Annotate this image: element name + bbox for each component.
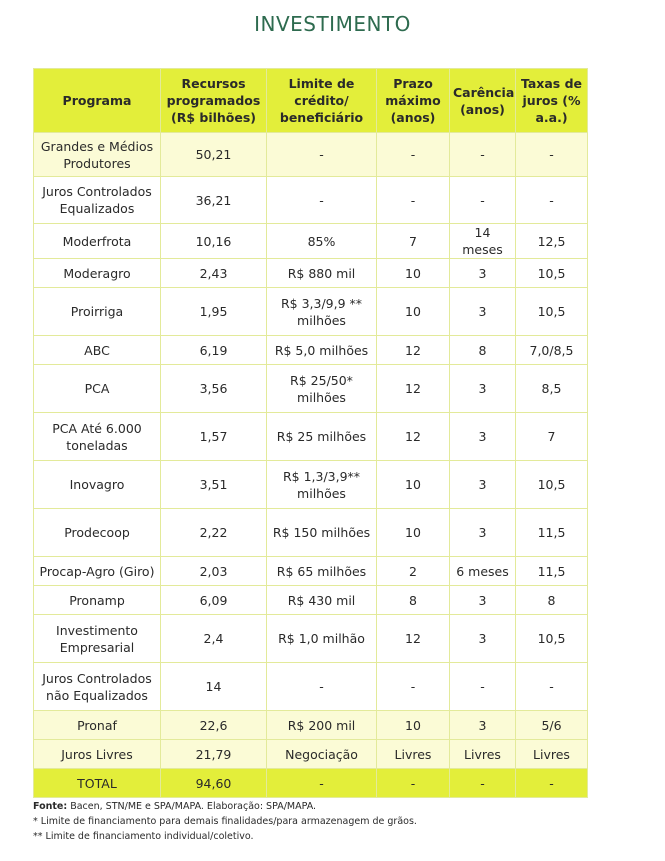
- table-row: [34, 509, 588, 557]
- cell-taxas: 12,5: [516, 224, 588, 259]
- cell-limite: R$ 65 milhões: [267, 557, 377, 586]
- cell-recursos: 3,51: [161, 461, 267, 509]
- cell-programa: Grandes e Médios Produtores: [34, 133, 161, 177]
- cell-recursos: 2,03: [161, 557, 267, 586]
- cell-programa: Inovagro: [34, 461, 161, 509]
- cell-taxas: Livres: [516, 740, 588, 769]
- cell-recursos: 2,4: [161, 615, 267, 663]
- cell-programa: Moderfrota: [34, 224, 161, 259]
- footnotes: [33, 799, 643, 844]
- cell-taxas: -: [516, 663, 588, 711]
- cell-prazo: 12: [377, 615, 450, 663]
- cell-prazo: 12: [377, 413, 450, 461]
- cell-prazo: 10: [377, 259, 450, 288]
- table-row: [34, 663, 588, 711]
- cell-programa: PCA: [34, 365, 161, 413]
- cell-carencia: 8: [450, 336, 516, 365]
- source-note: [33, 799, 643, 814]
- cell-programa: Procap-Agro (Giro): [34, 557, 161, 586]
- cell-limite: R$ 25 milhões: [267, 413, 377, 461]
- cell-limite: R$ 880 mil: [267, 259, 377, 288]
- table-row: [34, 259, 588, 288]
- cell-limite: R$ 5,0 milhões: [267, 336, 377, 365]
- cell-taxas: 5/6: [516, 711, 588, 740]
- cell-prazo: 10: [377, 288, 450, 336]
- cell-carencia: -: [450, 769, 516, 798]
- cell-recursos: 2,43: [161, 259, 267, 288]
- col-header-taxas: Taxas de juros (% a.a.): [516, 69, 588, 133]
- cell-limite: Negociação: [267, 740, 377, 769]
- cell-taxas: -: [516, 177, 588, 224]
- table-row: [34, 586, 588, 615]
- cell-limite: -: [267, 663, 377, 711]
- cell-programa: Moderagro: [34, 259, 161, 288]
- cell-carencia: 3: [450, 586, 516, 615]
- cell-prazo: -: [377, 133, 450, 177]
- table-row: [34, 365, 588, 413]
- cell-programa: ABC: [34, 336, 161, 365]
- source-text: Bacen, STN/ME e SPA/MAPA. Elaboração: SPA/MAPA.: [67, 801, 317, 812]
- cell-prazo: 8: [377, 586, 450, 615]
- cell-prazo: -: [377, 769, 450, 798]
- table-total-row: [34, 769, 588, 798]
- cell-prazo: 10: [377, 461, 450, 509]
- col-header-limite: Limite de crédito/ beneficiário: [267, 69, 377, 133]
- investment-table: [33, 68, 588, 798]
- cell-recursos: 6,19: [161, 336, 267, 365]
- cell-taxas: 11,5: [516, 509, 588, 557]
- cell-recursos: 10,16: [161, 224, 267, 259]
- cell-recursos: 21,79: [161, 740, 267, 769]
- cell-limite: R$ 1,3/3,9** milhões: [267, 461, 377, 509]
- cell-recursos: 1,57: [161, 413, 267, 461]
- table-row: [34, 224, 588, 259]
- cell-carencia: 14 meses: [450, 224, 516, 259]
- cell-prazo: 12: [377, 365, 450, 413]
- cell-prazo: -: [377, 177, 450, 224]
- table-row: [34, 740, 588, 769]
- cell-programa: Pronamp: [34, 586, 161, 615]
- cell-carencia: Livres: [450, 740, 516, 769]
- cell-limite: R$ 25/50* milhões: [267, 365, 377, 413]
- cell-taxas: 10,5: [516, 461, 588, 509]
- cell-recursos: 14: [161, 663, 267, 711]
- cell-limite: R$ 1,0 milhão: [267, 615, 377, 663]
- cell-prazo: -: [377, 663, 450, 711]
- cell-taxas: 8: [516, 586, 588, 615]
- cell-prazo: 10: [377, 509, 450, 557]
- cell-recursos: 50,21: [161, 133, 267, 177]
- cell-limite: -: [267, 769, 377, 798]
- cell-carencia: 3: [450, 288, 516, 336]
- source-label: Fonte:: [33, 801, 68, 812]
- cell-taxas: 11,5: [516, 557, 588, 586]
- cell-limite: R$ 430 mil: [267, 586, 377, 615]
- cell-carencia: 3: [450, 711, 516, 740]
- cell-recursos: 6,09: [161, 586, 267, 615]
- cell-programa: Juros Controlados não Equalizados: [34, 663, 161, 711]
- table-row: [34, 177, 588, 224]
- cell-carencia: -: [450, 663, 516, 711]
- cell-carencia: -: [450, 177, 516, 224]
- table-row: [34, 133, 588, 177]
- table-row: [34, 711, 588, 740]
- cell-programa: Proirriga: [34, 288, 161, 336]
- cell-carencia: 3: [450, 461, 516, 509]
- cell-prazo: 12: [377, 336, 450, 365]
- table-row: [34, 413, 588, 461]
- table-header-row: [34, 69, 588, 133]
- cell-taxas: 7: [516, 413, 588, 461]
- cell-carencia: 3: [450, 365, 516, 413]
- table-row: [34, 336, 588, 365]
- cell-prazo: Livres: [377, 740, 450, 769]
- cell-recursos: 1,95: [161, 288, 267, 336]
- cell-taxas: 10,5: [516, 615, 588, 663]
- cell-limite: 85%: [267, 224, 377, 259]
- footnote-double-asterisk: ** Limite de financiamento individual/coletivo.: [33, 831, 254, 842]
- col-header-prazo: Prazo máximo (anos): [377, 69, 450, 133]
- col-header-carencia: Carência (anos): [450, 69, 516, 133]
- cell-limite: -: [267, 133, 377, 177]
- cell-taxas: 10,5: [516, 259, 588, 288]
- table-row: [34, 615, 588, 663]
- cell-limite: R$ 200 mil: [267, 711, 377, 740]
- cell-carencia: 3: [450, 615, 516, 663]
- cell-recursos: 22,6: [161, 711, 267, 740]
- table-row: [34, 288, 588, 336]
- cell-recursos: 3,56: [161, 365, 267, 413]
- col-header-recursos: Recursos programados (R$ bilhões): [161, 69, 267, 133]
- cell-carencia: 3: [450, 259, 516, 288]
- cell-programa: Juros Livres: [34, 740, 161, 769]
- cell-limite: R$ 150 milhões: [267, 509, 377, 557]
- table-row: [34, 461, 588, 509]
- cell-carencia: 6 meses: [450, 557, 516, 586]
- cell-limite: R$ 3,3/9,9 ** milhões: [267, 288, 377, 336]
- cell-programa: Investimento Empresarial: [34, 615, 161, 663]
- cell-recursos: 2,22: [161, 509, 267, 557]
- footnote-single-asterisk: * Limite de financiamento para demais finalidades/para armazenagem de grãos.: [33, 816, 417, 827]
- cell-prazo: 7: [377, 224, 450, 259]
- cell-carencia: -: [450, 133, 516, 177]
- cell-prazo: 2: [377, 557, 450, 586]
- cell-carencia: 3: [450, 413, 516, 461]
- col-header-programa: Programa: [34, 69, 161, 133]
- table-row: [34, 557, 588, 586]
- cell-limite: -: [267, 177, 377, 224]
- cell-programa: Pronaf: [34, 711, 161, 740]
- cell-prazo: 10: [377, 711, 450, 740]
- cell-taxas: 8,5: [516, 365, 588, 413]
- cell-recursos: 94,60: [161, 769, 267, 798]
- cell-carencia: 3: [450, 509, 516, 557]
- cell-taxas: 10,5: [516, 288, 588, 336]
- cell-taxas: -: [516, 133, 588, 177]
- cell-programa: Juros Controlados Equalizados: [34, 177, 161, 224]
- cell-programa: PCA Até 6.000 toneladas: [34, 413, 161, 461]
- cell-taxas: 7,0/8,5: [516, 336, 588, 365]
- cell-recursos: 36,21: [161, 177, 267, 224]
- cell-programa: Prodecoop: [34, 509, 161, 557]
- cell-programa: TOTAL: [34, 769, 161, 798]
- cell-taxas: -: [516, 769, 588, 798]
- page-title: INVESTIMENTO: [254, 12, 411, 36]
